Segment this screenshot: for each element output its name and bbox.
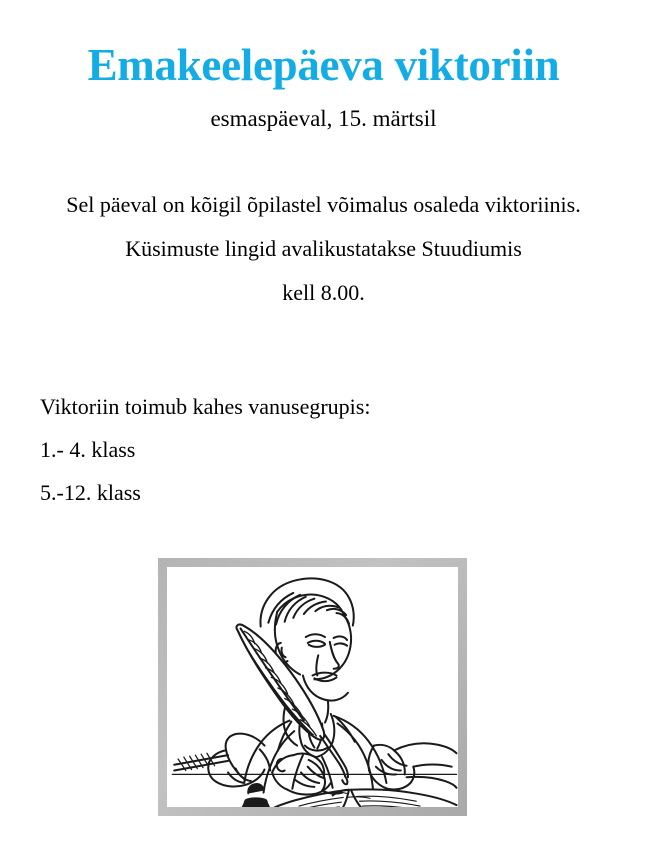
age-group-item-2: 5.-12. klass xyxy=(40,480,141,506)
man-writing-with-quill-artwork xyxy=(167,567,458,807)
paragraph-participation: Sel päeval on kõigil õpilastel võimalus osaleda viktoriinis. xyxy=(66,192,581,217)
age-groups-block xyxy=(40,392,560,507)
age-group-item-1: 1.- 4. klass xyxy=(40,437,136,463)
centered-text-block xyxy=(55,190,592,307)
page-title: Emakeelepäeva viktoriin xyxy=(87,40,560,90)
age-groups-heading: Viktoriin toimub kahes vanusegrupis: xyxy=(40,394,371,419)
illustration-frame xyxy=(158,558,467,816)
paragraph-links: Küsimuste lingid avalikustatakse Stuudiumis xyxy=(125,236,522,262)
paragraph-time: kell 8.00. xyxy=(282,280,365,306)
page-subtitle: esmaspäeval, 15. märtsil xyxy=(210,106,437,131)
man-writing-with-quill-icon xyxy=(167,567,458,807)
